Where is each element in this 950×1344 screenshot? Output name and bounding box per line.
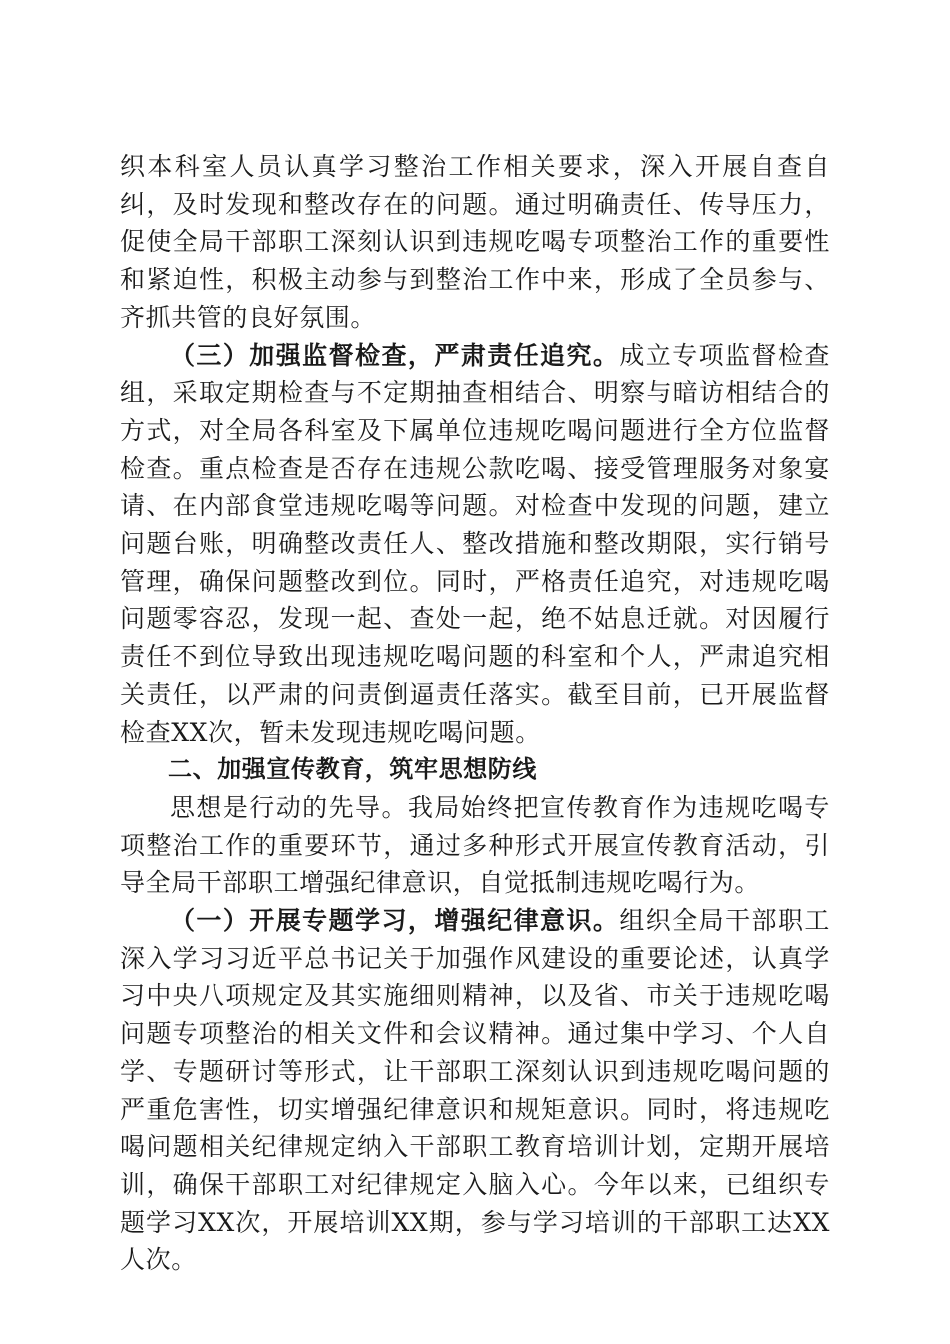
paragraph-continuation: 织本科室人员认真学习整治工作相关要求，深入开展自查自纠，及时发现和整改存在的问题。通过明确责任、传导压力，促使全局干部职工深刻认识到违规吃喝专项整治工作的重要性和紧迫性，积极主动参与到整治工作中来，形成了全员参与、齐抓共管的良好氛围。: [120, 152, 830, 332]
paragraph-section-1: [120, 902, 830, 1279]
section-3-body: 成立专项监督检查组，采取定期检查与不定期抽查相结合、明察与暗访相结合的方式，对全局各科室及下属单位违规吃喝问题进行全方位监督检查。重点检查是否存在违规公款吃喝、接受管理服务对象宴请、在内部食堂违规吃喝等问题。对检查中发现的问题，建立问题台账，明确整改责任人、整改措施和整改期限，实行销号管理，确保问题整改到位。同时，严格责任追究，对违规吃喝问题零容忍，发现一起、查处一起，绝不姑息迁就。对因履行责任不到位导致出现违规吃喝问题的科室和个人，严肃追究相关责任，以严肃的问责倒逼责任落实。截至目前，已开展监督检查XX次，暂未发现违规吃喝问题。: [120, 340, 830, 747]
section-1-body: 组织全局干部职工深入学习习近平总书记关于加强作风建设的重要论述，认真学习中央八项规定及其实施细则精神，以及省、市关于违规吃喝问题专项整治的相关文件和会议精神。通过集中学习、个人自学、专题研讨等形式，让干部职工深刻认识到违规吃喝问题的严重危害性，切实增强纪律意识和规矩意识。同时，将违规吃喝问题相关纪律规定纳入干部职工教育培训计划，定期开展培训，确保干部职工对纪律规定入脑入心。今年以来，已组织专题学习XX次，开展培训XX期，参与学习培训的干部职工达XX人次。: [120, 906, 830, 1275]
heading-section-2: 二、加强宣传教育，筑牢思想防线: [168, 755, 537, 784]
section-3-lead: （三）加强监督检查，严肃责任追究。: [170, 340, 620, 370]
paragraph-section-3: [120, 337, 830, 752]
paragraph-intro-2: 思想是行动的先导。我局始终把宣传教育作为违规吃喝专项整治工作的重要环节，通过多种形式开展宣传教育活动，引导全局干部职工增强纪律意识，自觉抵制违规吃喝行为。: [120, 792, 830, 898]
document-page: [120, 148, 830, 1279]
section-1-lead: （一）开展专题学习，增强纪律意识。: [170, 906, 620, 936]
